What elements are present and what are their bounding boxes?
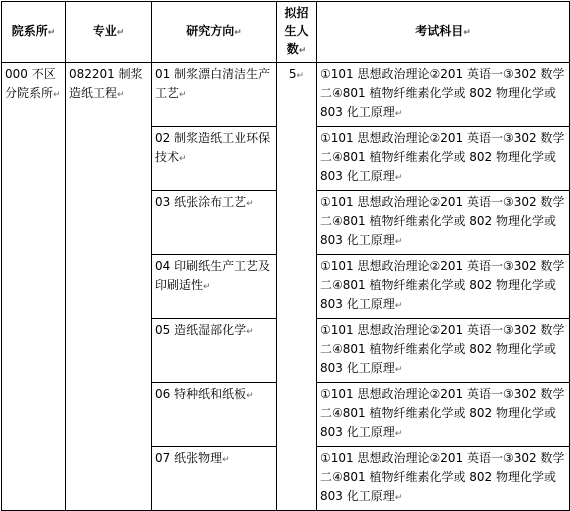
admission-table [1,1,570,511]
subjects-cell: ①101 思想政治理论②201 英语一③302 数学二④801 植物纤维素化学或 802 物理化学或 803 化工原理↵ [317,383,570,447]
direction-cell: 05 造纸湿部化学↵ [152,319,277,383]
quota-cell: 5↵ [277,63,317,511]
direction-cell: 03 纸张涂布工艺↵ [152,191,277,255]
header-dept: 院系所↵ [2,2,66,63]
subjects-cell: ①101 思想政治理论②201 英语一③302 数学二④801 植物纤维素化学或 802 物理化学或 803 化工原理↵ [317,63,570,127]
header-major: 专业↵ [66,2,152,63]
table-body [2,63,570,511]
dept-cell: 000 不区分院系所↵ [2,63,66,511]
subjects-cell: ①101 思想政治理论②201 英语一③302 数学二④801 植物纤维素化学或 802 物理化学或 803 化工原理↵ [317,447,570,511]
major-cell: 082201 制浆造纸工程↵ [66,63,152,511]
direction-cell: 06 特种纸和纸板↵ [152,383,277,447]
direction-cell: 04 印刷纸生产工艺及印刷适性↵ [152,255,277,319]
header-subjects: 考试科目↵ [317,2,570,63]
table-row [2,63,570,127]
header-direction: 研究方向↵ [152,2,277,63]
direction-cell: 07 纸张物理↵ [152,447,277,511]
subjects-cell: ①101 思想政治理论②201 英语一③302 数学二④801 植物纤维素化学或 802 物理化学或 803 化工原理↵ [317,127,570,191]
direction-cell: 01 制浆漂白清洁生产工艺↵ [152,63,277,127]
header-row [2,2,570,63]
subjects-cell: ①101 思想政治理论②201 英语一③302 数学二④801 植物纤维素化学或 802 物理化学或 803 化工原理↵ [317,319,570,383]
subjects-cell: ①101 思想政治理论②201 英语一③302 数学二④801 植物纤维素化学或 802 物理化学或 803 化工原理↵ [317,255,570,319]
direction-cell: 02 制浆造纸工业环保技术↵ [152,127,277,191]
header-quota: 拟招生人数↵ [277,2,317,63]
subjects-cell: ①101 思想政治理论②201 英语一③302 数学二④801 植物纤维素化学或 802 物理化学或 803 化工原理↵ [317,191,570,255]
